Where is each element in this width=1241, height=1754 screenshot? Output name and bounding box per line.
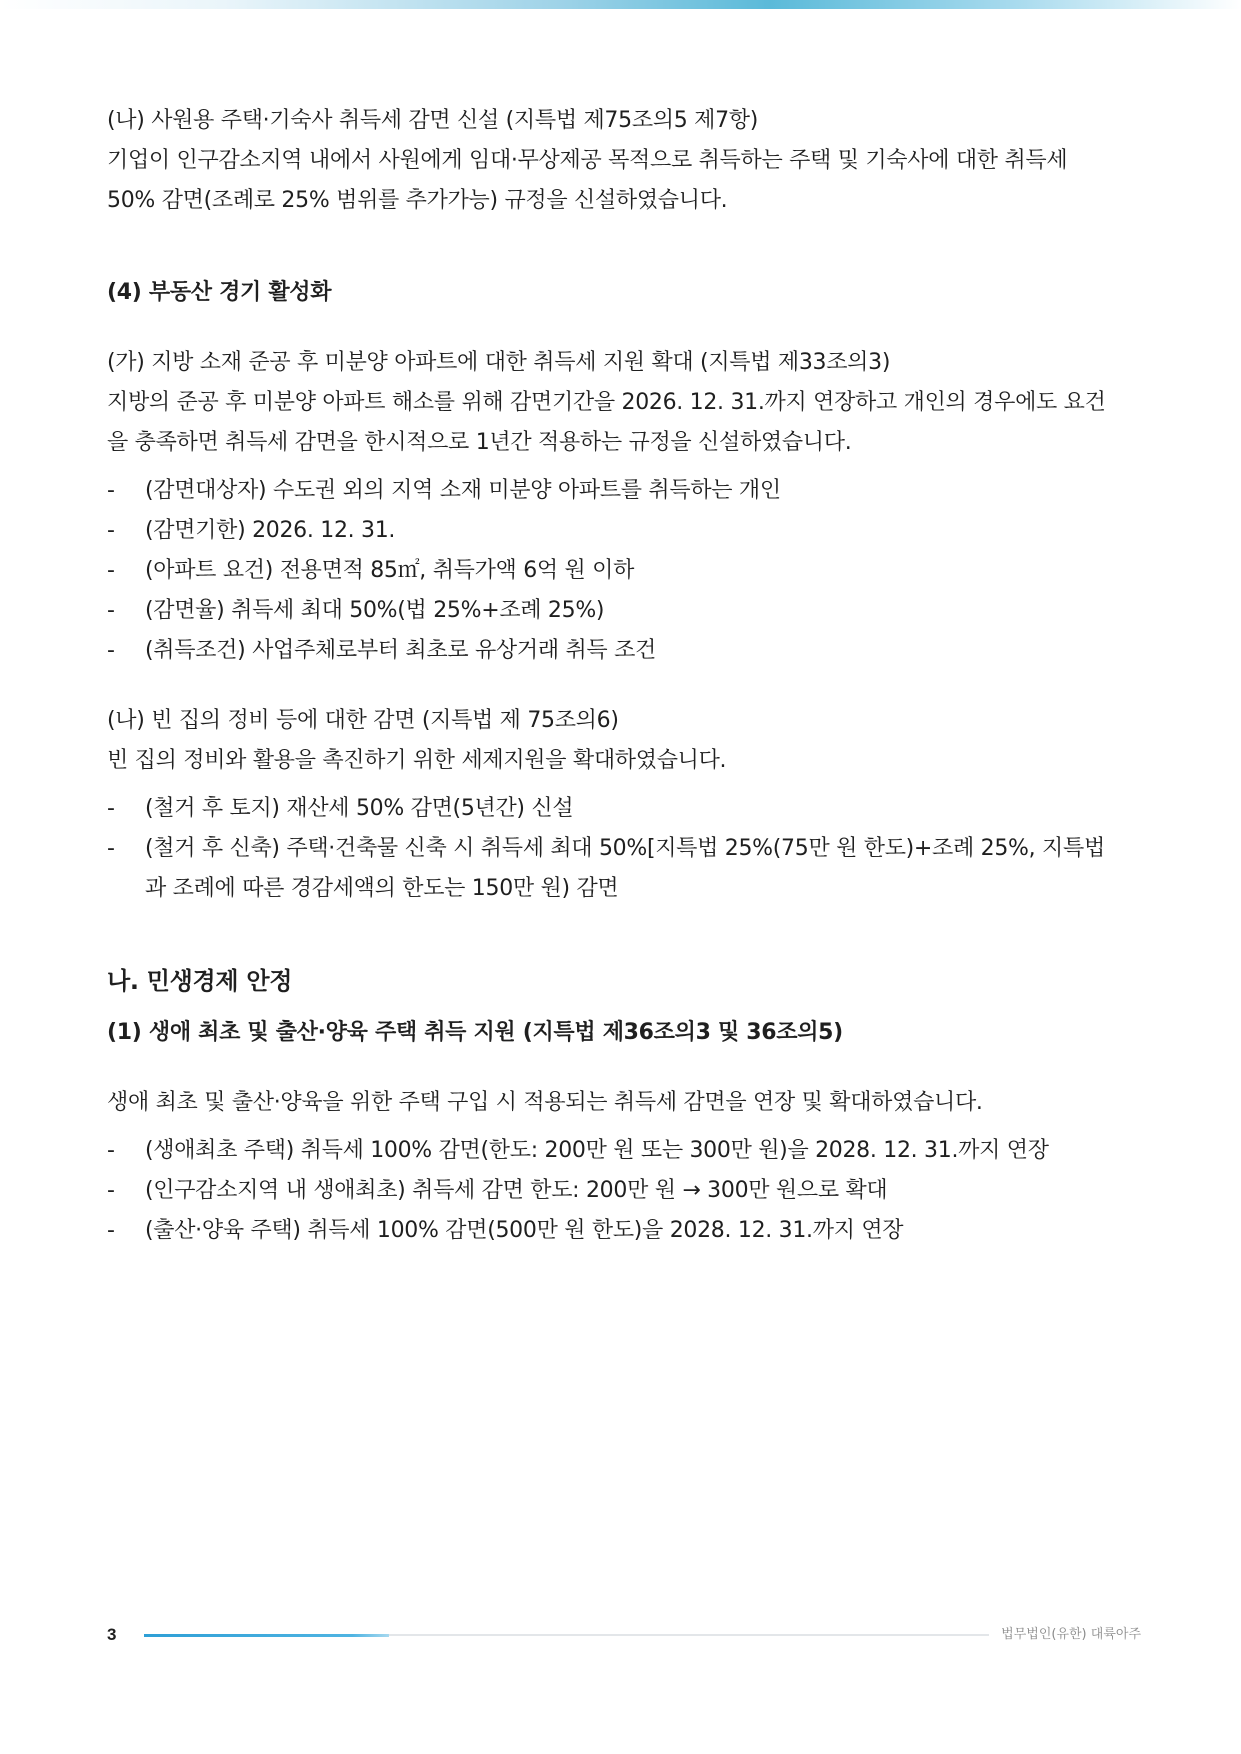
paragraph: 빈 집의 정비와 활용을 촉진하기 위한 세제지원을 확대하였습니다. <box>107 748 727 773</box>
page-footer <box>107 1623 1141 1647</box>
footer-divider-accent <box>144 1634 389 1637</box>
subsection-title: (가) 지방 소재 준공 후 미분양 아파트에 대한 취득세 지원 확대 (지특법 제33조의3) <box>107 350 891 375</box>
bullet-list <box>107 1131 1147 1251</box>
page-content <box>107 101 1147 1251</box>
list-item: - (아파트 요건) 전용면적 85㎡, 취득가액 6억 원 이하 <box>107 551 1147 591</box>
list-item: - (철거 후 신축) 주택·건축물 신축 시 취득세 최대 50%[지특법 25%(75만 원 한도)+조례 25%, 지특법과 조례에 따른 경감세액의 한도는 150만 원) 감면 <box>107 829 1105 909</box>
firm-name: 법무법인(유한) 대륙아주 <box>1001 1627 1141 1642</box>
paragraph: 을 충족하면 취득세 감면을 한시적으로 1년간 적용하는 규정을 신설하였습니다. <box>107 430 852 455</box>
page-number: 3 <box>107 1625 117 1644</box>
subsection-title: (나) 사원용 주택·기숙사 취득세 감면 신설 (지특법 제75조의5 제7항) <box>107 108 759 133</box>
subsection-title: (나) 빈 집의 정비 등에 대한 감면 (지특법 제 75조의6) <box>107 708 619 733</box>
list-item: - (인구감소지역 내 생애최초) 취득세 감면 한도: 200만 원 → 300만 원으로 확대 <box>107 1171 1147 1211</box>
list-item: - (철거 후 토지) 재산세 50% 감면(5년간) 신설 <box>107 789 1147 829</box>
paragraph: 생애 최초 및 출산·양육을 위한 주택 구입 시 적용되는 취득세 감면을 연장 및 확대하였습니다. <box>107 1090 983 1115</box>
bullet-list <box>107 471 1147 671</box>
list-item: - (생애최초 주택) 취득세 100% 감면(한도: 200만 원 또는 300만 원)을 2028. 12. 31.까지 연장 <box>107 1131 1147 1171</box>
list-item: - (취득조건) 사업주체로부터 최초로 유상거래 취득 조건 <box>107 631 1147 671</box>
list-item: - (감면기한) 2026. 12. 31. <box>107 511 1147 551</box>
section-heading: (4) 부동산 경기 활성화 <box>107 280 332 305</box>
paragraph: 지방의 준공 후 미분양 아파트 해소를 위해 감면기간을 2026. 12. 31.까지 연장하고 개인의 경우에도 요건 <box>107 390 1106 415</box>
list-item: - (감면율) 취득세 최대 50%(법 25%+조례 25%) <box>107 591 1147 631</box>
list-item: - (감면대상자) 수도권 외의 지역 소재 미분양 아파트를 취득하는 개인 <box>107 471 1147 511</box>
paragraph: 50% 감면(조례로 25% 범위를 추가가능) 규정을 신설하였습니다. <box>107 188 728 213</box>
list-item: - (출산·양육 주택) 취득세 100% 감면(500만 원 한도)을 2028. 12. 31.까지 연장 <box>107 1211 1147 1251</box>
bullet-list <box>107 789 1147 909</box>
section-heading: (1) 생애 최초 및 출산·양육 주택 취득 지원 (지특법 제36조의3 및 36조의5) <box>107 1020 843 1045</box>
section-title: 나. 민생경제 안정 <box>107 967 293 995</box>
paragraph: 기업이 인구감소지역 내에서 사원에게 임대·무상제공 목적으로 취득하는 주택 및 기숙사에 대한 취득세 <box>107 148 1068 173</box>
top-decorative-band <box>0 0 1241 9</box>
